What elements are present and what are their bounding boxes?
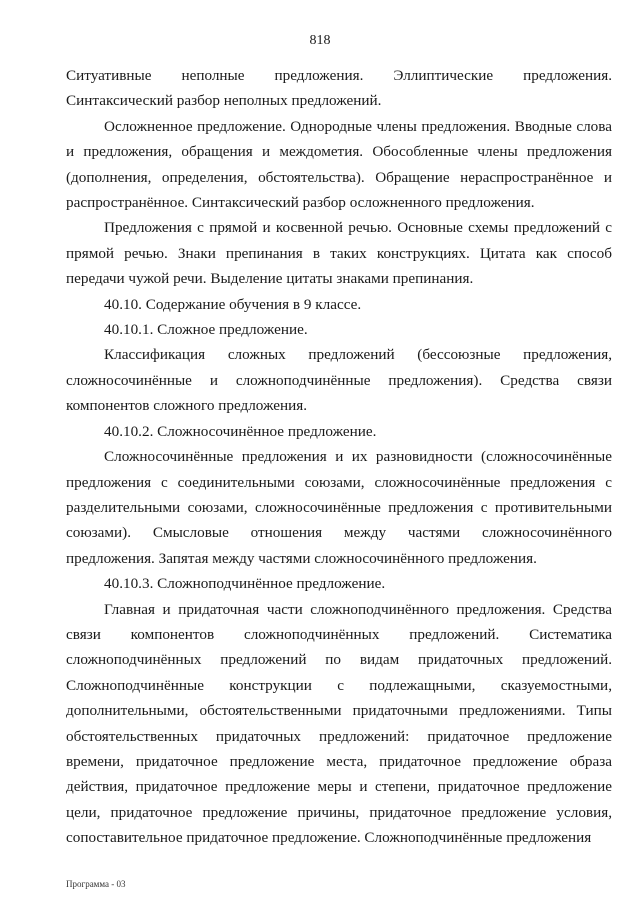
- section-heading: 40.10.1. Сложное предложение.: [104, 321, 308, 339]
- footer-label: Программа - 03: [66, 879, 126, 889]
- section-heading: 40.10.2. Сложносочинённое предложение.: [104, 422, 377, 440]
- section-heading: 40.10.3. Сложноподчинённое предложение.: [104, 575, 386, 593]
- paragraph: Ситуативные неполные предложения. Эллиптические предложения. Синтаксический разбор неполных предложений.: [66, 67, 612, 110]
- body-text: [66, 63, 612, 851]
- paragraph: Классификация сложных предложений (бессоюзные предложения, сложносочинённые и сложноподчинённые предложения). Средства связи компонентов сложного предложения.: [66, 346, 612, 415]
- paragraph: Осложненное предложение. Однородные члены предложения. Вводные слова и предложения, обращения и междометия. Обособленные члены предложения (дополнения, определения, обстоятельства). Обращение нераспространённое и распространённое. Синтаксический разбор осложненного предложения.: [66, 117, 612, 212]
- page-number: 818: [309, 33, 331, 48]
- paragraph: Сложносочинённые предложения и их разновидности (сложносочинённые предложения с соединительными союзами, сложносочинённые предложения с разделительными союзами, сложносочинённые предложения с противительными союзами). Смысловые отношения между частями сложносочинённого предложения. Запятая между частями сложносочинённого предложения.: [66, 448, 612, 567]
- paragraph: Предложения с прямой и косвенной речью. Основные схемы предложений с прямой речью. Знаки препинания в таких конструкциях. Цитата как способ передачи чужой речи. Выделение цитаты знаками препинания.: [66, 219, 612, 288]
- section-heading: 40.10. Содержание обучения в 9 классе.: [104, 295, 362, 313]
- paragraph: Главная и придаточная части сложноподчинённого предложения. Средства связи компонентов сложноподчинённых предложений. Систематика сложноподчинённых предложений по видам придаточных предложений. Сложноподчинённые конструкции с подлежащными, сказуемостными, дополнительными, обстоятельственными придаточными предложениями. Типы обстоятельственных придаточных предложений: придаточное предложение времени, придаточное предложение места, придаточное предложение образа действия, придаточное предложение меры и степени, придаточное предложение цели, придаточное предложение причины, придаточное предложение условия, сопоставительное придаточное предложение. Сложноподчинённые предложения: [66, 600, 612, 847]
